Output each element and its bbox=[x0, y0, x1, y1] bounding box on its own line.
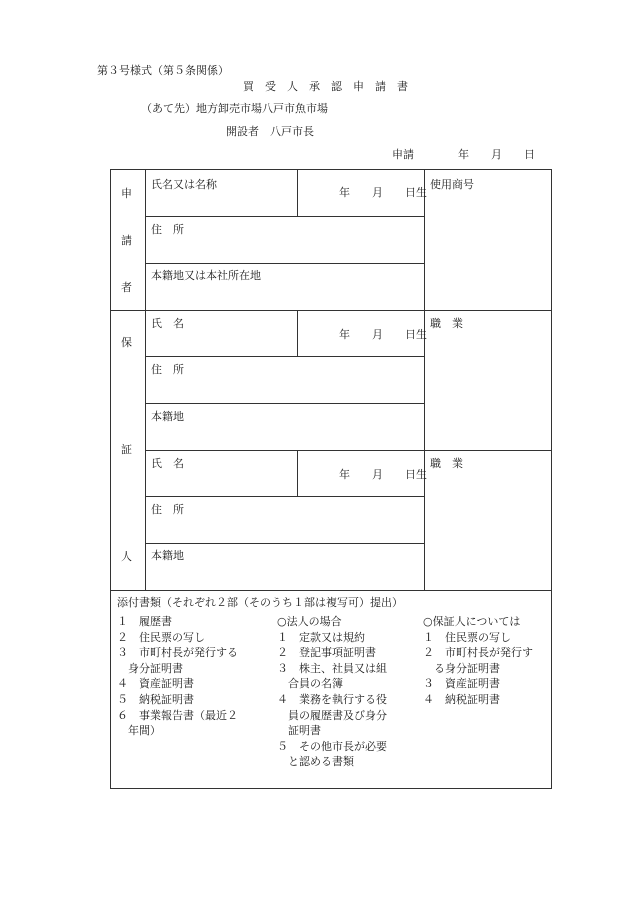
row-line bbox=[145, 543, 424, 544]
guarantor1-name-label: 氏 名 bbox=[151, 317, 184, 330]
application-date: 申請 年 月 日 bbox=[392, 148, 535, 161]
guarantor2-name-label: 氏 名 bbox=[151, 457, 184, 470]
list-item: ４ 資産証明書 bbox=[117, 677, 194, 691]
form-title: 買 受 人 承 認 申 請 書 bbox=[243, 80, 408, 93]
list-item: ３ 市町村長が発行する bbox=[117, 646, 238, 660]
list-item: 身分証明書 bbox=[117, 661, 183, 675]
list-item: 証明書 bbox=[277, 724, 321, 738]
list-item: ３ 資産証明書 bbox=[423, 677, 500, 691]
guarantor2-address-label: 住 所 bbox=[151, 503, 184, 516]
row-line bbox=[145, 403, 424, 404]
list-item: ○法人の場合 bbox=[277, 615, 342, 628]
guarantor2-occupation-label: 職 業 bbox=[430, 457, 463, 470]
guarantor1-domicile-label: 本籍地 bbox=[151, 410, 184, 423]
row-line bbox=[145, 216, 424, 217]
application-form-table bbox=[110, 169, 552, 789]
applicant-label-char: 請 bbox=[121, 234, 132, 247]
attachments-heading: 添付書類（それぞれ２部（そのうち１部は複写可）提出） bbox=[117, 596, 403, 609]
list-item: と認める書類 bbox=[277, 755, 354, 769]
row-line bbox=[145, 356, 424, 357]
attachments-corporation-list bbox=[277, 614, 387, 770]
form-number: 第３号様式（第５条関係） bbox=[97, 64, 229, 77]
list-item: 合員の名簿 bbox=[277, 677, 343, 691]
list-item: ○保証人については bbox=[423, 615, 521, 628]
row-line bbox=[145, 496, 424, 497]
list-item: ５ その他市長が必要 bbox=[277, 739, 387, 753]
list-item: 員の履歴書及び身分 bbox=[277, 708, 387, 722]
guarantor2-name-divider bbox=[297, 450, 298, 496]
applicant-birthdate-label: 年 月 日生 bbox=[339, 186, 427, 199]
applicant-label-char: 者 bbox=[121, 281, 132, 294]
trade-name-label: 使用商号 bbox=[430, 178, 474, 191]
list-item: ４ 業務を執行する役 bbox=[277, 693, 387, 707]
list-item: ２ 市町村長が発行す bbox=[423, 646, 533, 660]
applicant-address-label: 住 所 bbox=[151, 223, 184, 236]
guarantor1-address-label: 住 所 bbox=[151, 363, 184, 376]
list-item: ６ 事業報告書（最近２ bbox=[117, 708, 238, 722]
guarantor-bottom-line bbox=[111, 590, 551, 591]
opener: 開設者 八戸市長 bbox=[226, 125, 314, 138]
guarantor-label-char: 証 bbox=[121, 443, 132, 456]
guarantor-label-char: 人 bbox=[121, 550, 132, 563]
list-item: 年間） bbox=[117, 724, 161, 738]
applicant-domicile-label: 本籍地又は本社所在地 bbox=[151, 269, 261, 282]
guarantor1-birthdate-label: 年 月 日生 bbox=[339, 328, 427, 341]
list-item: ３ 株主、社員又は組 bbox=[277, 661, 387, 675]
list-item: ４ 納税証明書 bbox=[423, 693, 500, 707]
guarantor-label-char: 保 bbox=[121, 336, 132, 349]
guarantor1-name-divider bbox=[297, 310, 298, 356]
applicant-name-divider bbox=[297, 170, 298, 216]
list-item: ５ 納税証明書 bbox=[117, 693, 194, 707]
guarantor2-domicile-label: 本籍地 bbox=[151, 549, 184, 562]
guarantor2-birthdate-label: 年 月 日生 bbox=[339, 468, 427, 481]
guarantor-split-line bbox=[145, 450, 551, 451]
applicant-bottom-line bbox=[111, 310, 551, 311]
list-item: ２ 住民票の写し bbox=[117, 630, 205, 644]
list-item: １ 定款又は規約 bbox=[277, 630, 365, 644]
addressee: （あて先）地方卸売市場八戸市魚市場 bbox=[141, 102, 328, 115]
list-item: １ 履歴書 bbox=[117, 615, 172, 628]
applicant-label-char: 申 bbox=[121, 187, 132, 200]
guarantor1-occupation-label: 職 業 bbox=[430, 317, 463, 330]
list-item: １ 住民票の写し bbox=[423, 630, 511, 644]
list-item: る身分証明書 bbox=[423, 661, 500, 675]
attachments-individual-list bbox=[117, 614, 238, 739]
applicant-name-label: 氏名又は名称 bbox=[151, 178, 217, 191]
list-item: ２ 登記事項証明書 bbox=[277, 646, 376, 660]
attachments-guarantor-list bbox=[423, 614, 533, 708]
section-label-divider bbox=[145, 170, 146, 590]
row-line bbox=[145, 263, 424, 264]
